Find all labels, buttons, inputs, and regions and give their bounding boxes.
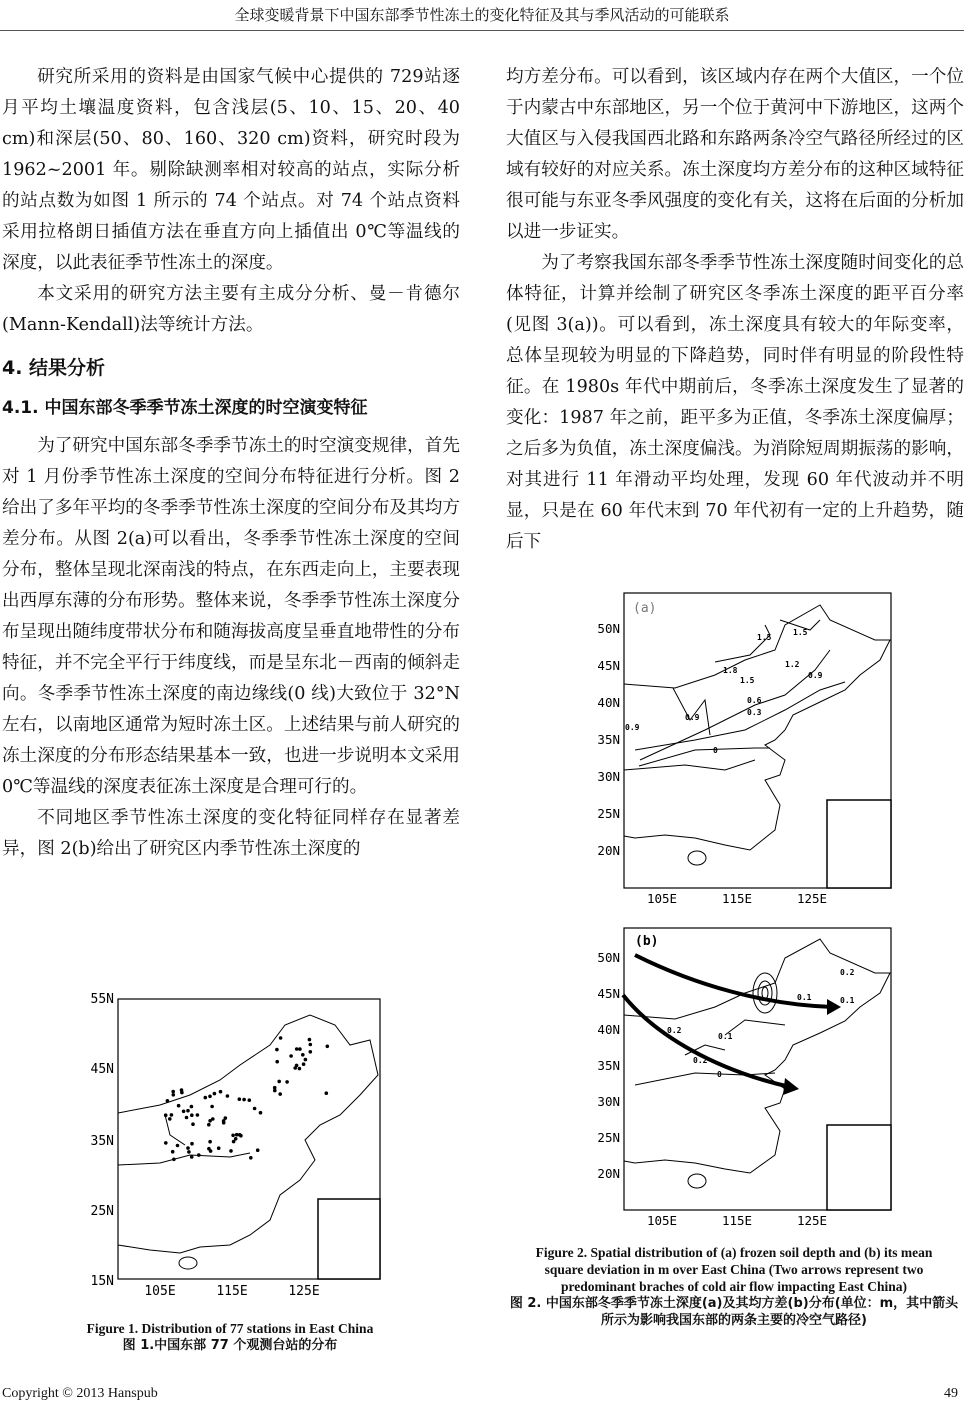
station-dot — [309, 1043, 313, 1047]
figure-2b-map — [575, 925, 895, 1239]
lat-tick: 15N — [90, 1274, 114, 1289]
station-dot — [172, 1158, 176, 1162]
contour-label: 0.6 — [747, 696, 762, 705]
station-dot — [176, 1144, 180, 1148]
lon-tick: 105E — [646, 1213, 678, 1228]
station-dot — [208, 1095, 212, 1099]
lat-tick: 45N — [90, 1062, 114, 1077]
station-dot — [277, 1080, 281, 1084]
station-dot — [298, 1047, 302, 1051]
station-dot — [182, 1110, 186, 1114]
station-dot — [298, 1067, 302, 1071]
caption-zh: 图 1.中国东部 77 个观测台站的分布 — [122, 1338, 338, 1353]
lat-tick: 35N — [90, 1134, 114, 1149]
subsection-heading: 4.1. 中国东部冬季季节冻土深度的时空演变特征 — [2, 398, 368, 418]
lat-tick: 50N — [597, 621, 620, 636]
station-dot — [289, 1054, 293, 1058]
paragraph: 均方差分布。可以看到，该区域内存在两个大值区，一个位于内蒙古中东部地区，另一个位于黄河中下游地区，这两个大值区与入侵我国西北路和东路两条冷空气路径所经过的区域有较好的对应关系。冻土深度均方差分布的这种区域特征很可能与东亚冬季风强度的变化有关，这将在后面的分析加以进一步证实。 — [506, 67, 964, 242]
lat-tick: 40N — [597, 695, 620, 710]
station-dot — [213, 1092, 217, 1096]
contour-label: 1.5 — [757, 633, 772, 642]
station-dot — [242, 1098, 246, 1102]
station-dot — [166, 1099, 170, 1103]
station-dot — [190, 1105, 194, 1109]
contour-label: 0.1 — [797, 993, 812, 1002]
lon-tick: 105E — [646, 891, 678, 906]
contour-label: 1.2 — [785, 660, 800, 669]
station-dot — [302, 1062, 306, 1066]
figure-2a-map — [575, 590, 895, 914]
lat-tick: 30N — [597, 1094, 620, 1109]
station-dot — [208, 1140, 212, 1144]
contour-label: 0.3 — [747, 708, 762, 717]
lon-tick: 125E — [796, 1213, 828, 1228]
station-dot — [235, 1133, 239, 1137]
contour-label: 0.9 — [625, 723, 640, 732]
station-dot — [190, 1113, 194, 1117]
station-dot — [191, 1122, 195, 1126]
contour-label: 0.2 — [693, 1056, 708, 1065]
contour-label: 0.9 — [808, 671, 823, 680]
left-column — [2, 62, 460, 865]
station-dot — [190, 1155, 194, 1159]
station-dot — [285, 1080, 289, 1084]
station-dot — [177, 1104, 181, 1108]
lat-tick: 35N — [597, 732, 620, 747]
contour-label: 0.2 — [667, 1026, 682, 1035]
contour-label: 0.1 — [718, 1032, 733, 1041]
station-dot — [301, 1053, 305, 1057]
station-dot — [273, 1089, 277, 1093]
lat-tick: 20N — [597, 843, 620, 858]
contour-label: 0 — [713, 746, 718, 755]
station-dot — [229, 1149, 233, 1153]
station-dot — [170, 1113, 174, 1117]
section-heading: 4. 结果分析 — [2, 357, 106, 379]
lon-tick: 105E — [144, 1284, 176, 1295]
station-dot — [231, 1134, 235, 1138]
lon-tick: 125E — [288, 1284, 320, 1295]
station-dot — [185, 1116, 189, 1120]
station-dot — [168, 1117, 172, 1121]
station-dot — [248, 1098, 252, 1102]
lat-tick: 20N — [597, 1166, 620, 1181]
paragraph: 本文采用的研究方法主要有主成分分析、曼－肯德尔(Mann-Kendall)法等统计方法。 — [2, 284, 460, 335]
lat-tick: 50N — [597, 950, 620, 965]
contour-label: 1.8 — [723, 666, 738, 675]
station-dot — [249, 1156, 253, 1160]
station-dot — [187, 1150, 191, 1154]
lon-tick: 115E — [216, 1284, 248, 1295]
station-dot — [295, 1047, 299, 1051]
contour-label: 0.2 — [840, 968, 855, 977]
station-dot — [259, 1111, 263, 1115]
station-dot — [256, 1148, 260, 1152]
station-dot — [207, 1123, 211, 1127]
station-dot — [209, 1149, 213, 1153]
station-dot — [164, 1113, 168, 1117]
station-dot — [278, 1092, 282, 1096]
copyright: Copyright © 2013 Hanspub — [2, 1386, 158, 1401]
station-dot — [190, 1142, 194, 1146]
station-dot — [186, 1109, 190, 1113]
station-dot — [253, 1107, 257, 1111]
caption-en: Figure 2. Spatial distribution of (a) frozen soil depth and (b) its mean square deviation in m over East China (Two arrows represent two predominant braches of cold air flow impacting East China) — [535, 1245, 933, 1294]
station-dot — [293, 1066, 297, 1070]
station-dot — [326, 1045, 330, 1049]
station-dot — [226, 1094, 230, 1098]
station-dot — [186, 1146, 190, 1150]
caption-en: Figure 1. Distribution of 77 stations in East China — [86, 1321, 374, 1336]
paragraph: 为了考察我国东部冬季季节性冻土深度随时间变化的总体特征，计算并绘制了研究区冬季冻土深度的距平百分率(见图 3(a))。可以看到，冻土深度具有较大的年际变率，总体呈现较为明显的下降趋势，同时伴有明显的阶段性特征。在 1980s 年代中期前后，冬季冻土深度发生了显著的变化：1987 年之前，距平多为正值，冬季冻土深度偏厚；之后多为负值，冻土深度偏浅。为消除短周期振荡的影响，对其进行 11 年滑动平均处理，发现 60 年代波动并不明显，只是在 60 年代末到 70 年代初有一定的上升趋势，随后下 — [506, 253, 964, 552]
running-title: 全球变暖背景下中国东部季节性冻土的变化特征及其与季风活动的可能联系 — [234, 6, 730, 24]
lat-tick: 30N — [597, 769, 620, 784]
paragraph: 为了研究中国东部冬季季节冻土的时空演变规律，首先对 1 月份季节性冻土深度的空间分布特征进行分析。图 2 给出了多年平均的冬季季节性冻土深度的空间分布及其均方差分布。从图 2(a)可以看出，冬季季节性冻土深度的空间分布，整体呈现北深南浅的特点，在东西走向上，主要表现出西厚东薄的分布形势。整体来说，冬季季节性冻土深度分布呈现出随纬度带状分布和随海拔高度呈垂直地带性的分布特征，并不完全平行于纬度线，而是呈东北－西南的倾斜走向。冬季季节性冻土深度的南边缘线(0 线)大致位于 32°N 左右，以南地区通常为短时冻土区。上述结果与前人研究的冻土深度的分布形态结果基本一致，也进一步说明本文采用 0℃等温线的深度表征冻土深度是合理可行的。 — [2, 436, 460, 797]
station-dot — [197, 1153, 201, 1157]
lat-tick: 25N — [597, 1130, 620, 1145]
station-dot — [234, 1137, 238, 1141]
page-number: 49 — [944, 1386, 958, 1401]
contour-label: 0.1 — [840, 996, 855, 1005]
lat-tick: 25N — [597, 806, 620, 821]
station-dot — [171, 1090, 175, 1094]
figure-1-caption — [40, 1320, 420, 1354]
lat-tick: 40N — [597, 1022, 620, 1037]
panel-label: (b) — [635, 934, 659, 949]
station-dot — [210, 1105, 214, 1109]
station-dot — [172, 1093, 176, 1097]
lon-tick: 125E — [796, 891, 828, 906]
lat-tick: 45N — [597, 658, 620, 673]
station-dot — [275, 1048, 279, 1052]
lat-tick: 55N — [90, 992, 114, 1007]
lat-tick: 45N — [597, 986, 620, 1001]
station-dot — [279, 1036, 283, 1040]
lat-tick: 35N — [597, 1058, 620, 1073]
header-divider — [0, 30, 964, 31]
station-dot — [196, 1113, 200, 1117]
contour-label: 0.9 — [685, 713, 700, 722]
station-dot — [309, 1050, 313, 1054]
station-dot — [164, 1141, 168, 1145]
figure-1-map — [70, 985, 390, 1299]
contour-label: 1.5 — [740, 676, 755, 685]
station-dot — [275, 1060, 279, 1064]
station-dot — [217, 1146, 221, 1150]
paragraph: 不同地区季节性冻土深度的变化特征同样存在显著差异，图 2(b)给出了研究区内季节性冻土深度的 — [2, 808, 460, 859]
lon-tick: 115E — [721, 891, 753, 906]
station-dot — [171, 1150, 175, 1154]
station-dot — [204, 1096, 208, 1100]
panel-label: (a) — [633, 601, 657, 616]
station-dot — [211, 1117, 215, 1121]
lat-tick: 25N — [90, 1204, 114, 1219]
station-dot — [238, 1097, 242, 1101]
station-dot — [304, 1058, 308, 1062]
station-dot — [222, 1121, 226, 1125]
paragraph: 研究所采用的资料是由国家气候中心提供的 729站逐月平均土壤温度资料，包含浅层(5、10、15、20、40 cm)和深层(50、80、160、320 cm)资料，研究时段为 1962~2001 年。剔除缺测率相对较高的站点，实际分析的站点数为如图 1 所示的 74 个站点。对 74 个站点资料采用拉格朗日插值方法在垂直方向上插值出 0℃等温线的深度，以此表征季节性冻土的深度。 — [2, 67, 460, 273]
right-column — [506, 62, 964, 558]
station-dot — [325, 1091, 329, 1095]
contour-label: 1.5 — [793, 628, 808, 637]
caption-zh: 图 2. 中国东部冬季季节冻土深度(a)及其均方差(b)分布(单位：m，其中箭头所示为影响我国东部的两条主要的冷空气路径) — [509, 1296, 959, 1328]
figure-2-caption — [505, 1244, 963, 1329]
station-dot — [180, 1088, 184, 1092]
station-dot — [219, 1090, 223, 1094]
lon-tick: 115E — [721, 1213, 753, 1228]
station-dot — [308, 1038, 312, 1042]
contour-label: 0 — [717, 1070, 722, 1079]
